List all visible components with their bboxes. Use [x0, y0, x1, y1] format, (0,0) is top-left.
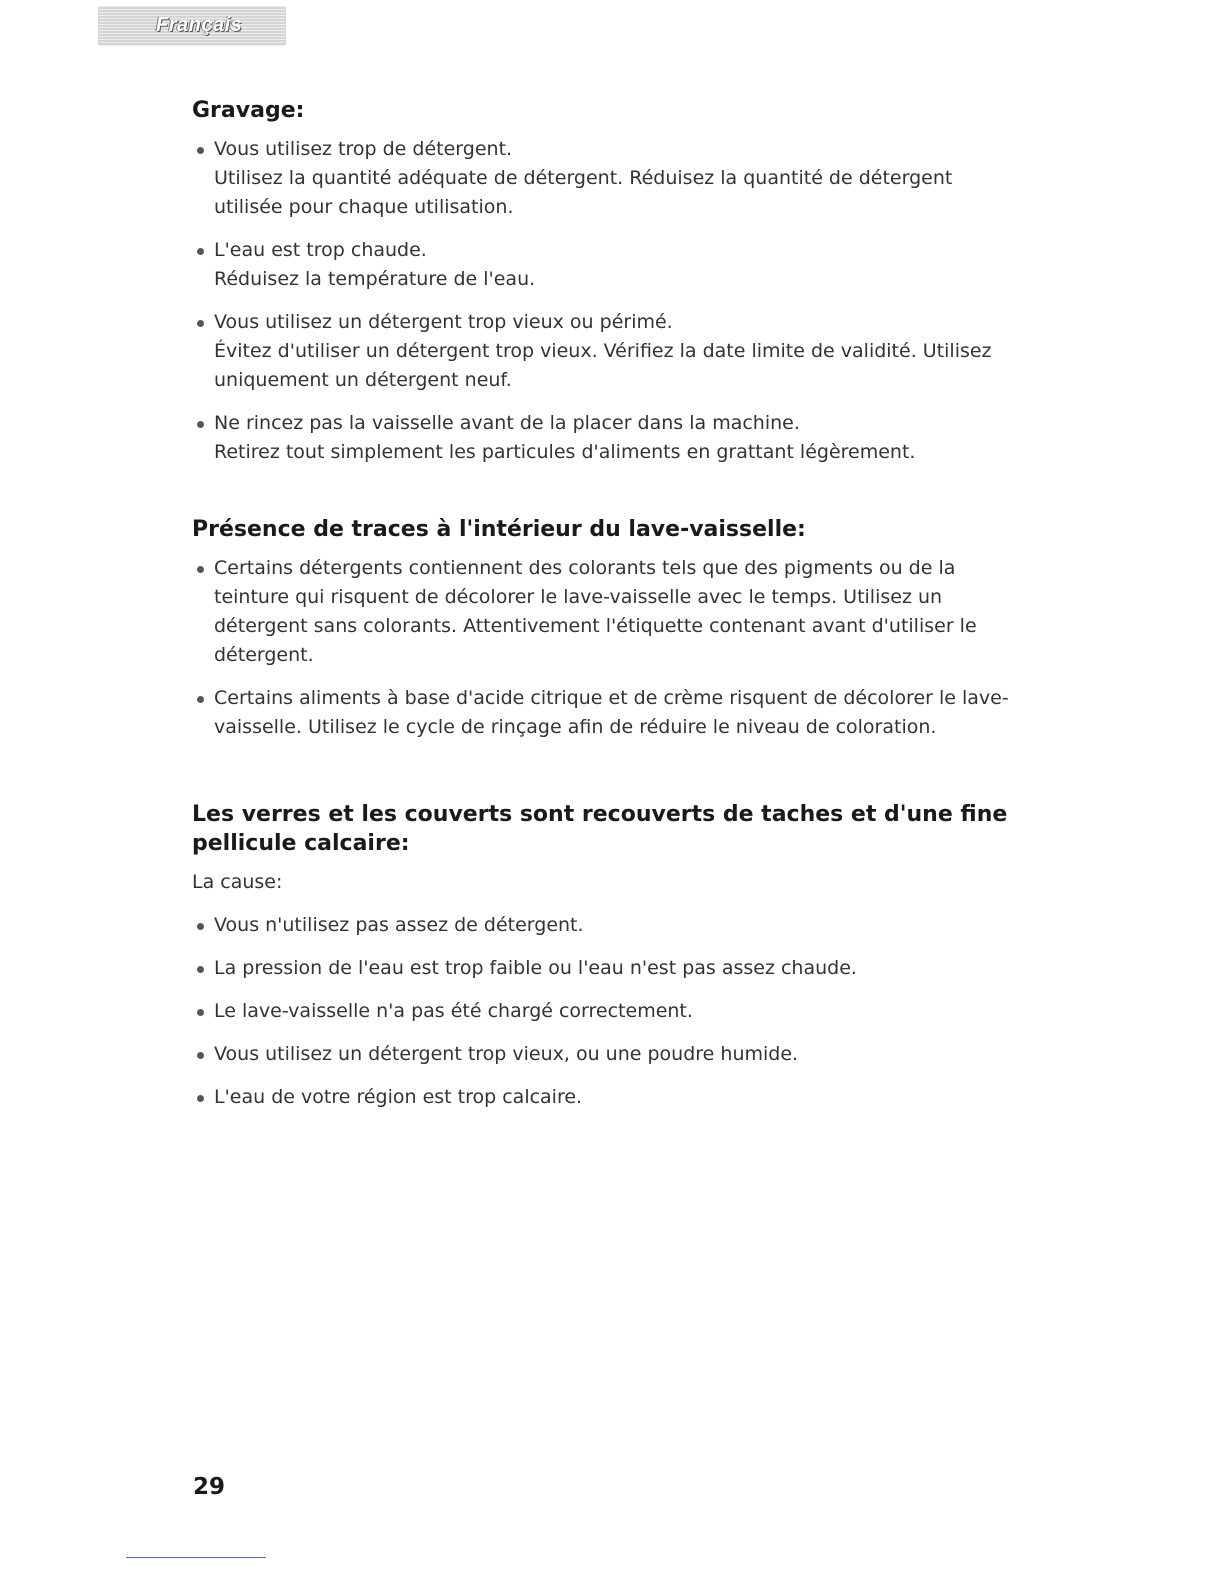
item-cause: Vous utilisez trop de détergent. — [214, 138, 513, 160]
list-item: Vous n'utilisez pas assez de détergent. — [192, 911, 1012, 940]
section-title-taches: Les verres et les couverts sont recouverts de taches et d'une fine pellicule calcaire: — [192, 802, 1008, 856]
taches-list — [192, 911, 1012, 1112]
list-item: Certains détergents contiennent des colorants tels que des pigments ou de la teinture qui risquent de décolorer le lave-vaisselle avec le temps. Utilisez un détergent sans colorants. Attentivement l'étiquette contenant avant d'utiliser le détergent. — [192, 554, 1012, 670]
item-cause: L'eau est trop chaude. — [214, 239, 427, 261]
language-tab — [98, 6, 286, 46]
item-remedy: Retirez tout simplement les particules d'aliments en grattant légèrement. — [214, 441, 916, 463]
section-taches — [192, 800, 1012, 1112]
traces-list — [192, 554, 1012, 742]
item-remedy: Évitez d'utiliser un détergent trop vieux. Vérifiez la date limite de validité. Utilisez uniquement un détergent neuf. — [214, 340, 992, 391]
list-item — [192, 409, 1012, 467]
section-title-gravage: Gravage: — [192, 98, 305, 123]
section-traces — [192, 515, 1012, 742]
cause-intro: La cause: — [192, 871, 283, 893]
item-cause: Vous utilisez un détergent trop vieux ou périmé. — [214, 311, 673, 333]
item-remedy: Utilisez la quantité adéquate de détergent. Réduisez la quantité de détergent utilisée pour chaque utilisation. — [214, 167, 953, 218]
list-item — [192, 308, 1012, 395]
list-item: Vous utilisez un détergent trop vieux, ou une poudre humide. — [192, 1040, 1012, 1069]
page-number: 29 — [193, 1474, 226, 1500]
item-cause: Ne rincez pas la vaisselle avant de la placer dans la machine. — [214, 412, 800, 434]
list-item: L'eau de votre région est trop calcaire. — [192, 1083, 1012, 1112]
list-item — [192, 236, 1012, 294]
list-item: Certains aliments à base d'acide citrique et de crème risquent de décolorer le lave-vaisselle. Utilisez le cycle de rinçage afin de réduire le niveau de coloration. — [192, 684, 1012, 742]
language-tab-label: Français — [156, 14, 243, 36]
list-item: Le lave-vaisselle n'a pas été chargé correctement. — [192, 997, 1012, 1026]
section-title-traces: Présence de traces à l'intérieur du lave-vaisselle: — [192, 517, 806, 542]
gravage-list — [192, 135, 1012, 467]
item-remedy: Réduisez la température de l'eau. — [214, 268, 536, 290]
page-content — [192, 96, 1012, 1126]
list-item: La pression de l'eau est trop faible ou l'eau n'est pas assez chaude. — [192, 954, 1012, 983]
footer-divider — [126, 1557, 266, 1558]
list-item — [192, 135, 1012, 222]
section-gravage — [192, 96, 1012, 467]
